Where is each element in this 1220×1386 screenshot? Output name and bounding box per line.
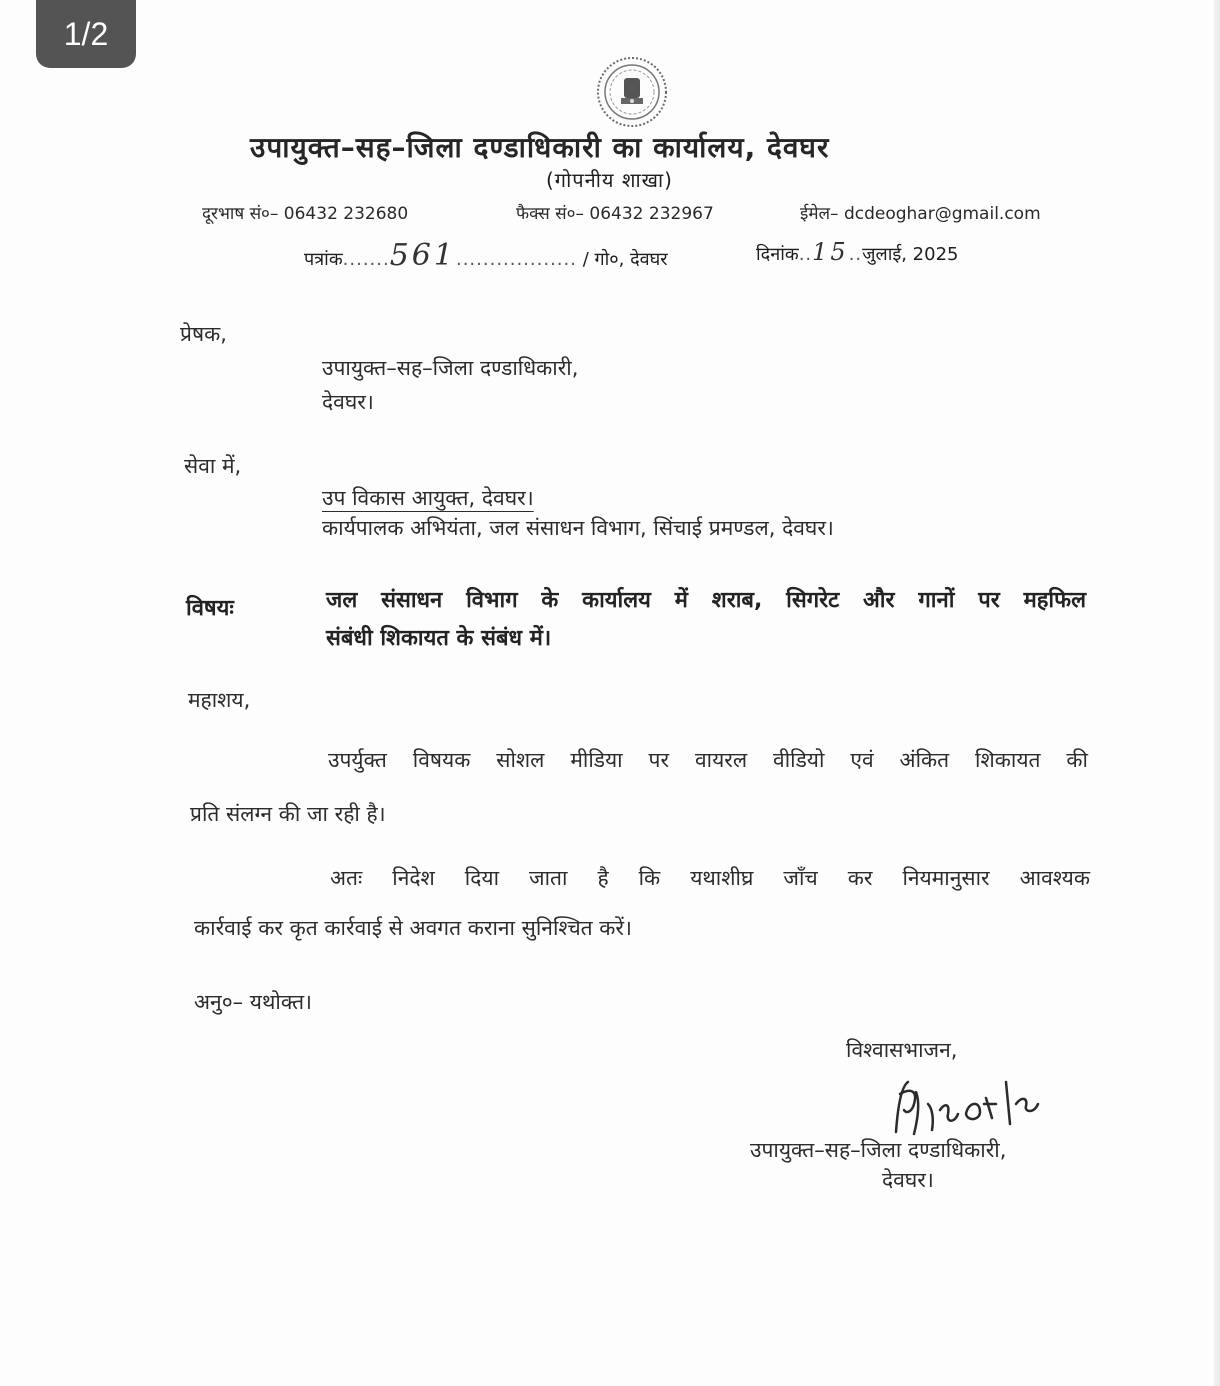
signatory-designation: उपायुक्त–सह–जिला दण्डाधिकारी, (750, 1138, 1007, 1162)
branch-name: (गोपनीय शाखा) (546, 168, 673, 192)
salutation: महाशय, (188, 688, 251, 712)
sender-designation: उपायुक्त–सह–जिला दण्डाधिकारी, (322, 356, 579, 380)
date-day: 15 (812, 238, 849, 266)
letter-number-row: पत्रांक.......561.................. / गो०, देवघर (304, 238, 668, 273)
letter-number: 561 (389, 238, 456, 273)
enclosure-note: अनु०– यथोक्त। (194, 990, 313, 1014)
date-month-year: जुलाई, 2025 (862, 244, 959, 265)
recipient-2: कार्यपालक अभियंता, जल संसाधन विभाग, सिंचाई प्रमण्डल, देवघर। (322, 516, 834, 540)
paragraph-2-line-1: अतः निदेश दिया जाता है कि यथाशीघ्र जाँच कर नियमानुसार आवश्यक (330, 866, 1090, 890)
letter-number-label: पत्रांक (304, 249, 343, 270)
signature-icon (888, 1074, 1058, 1144)
recipient-1: उप विकास आयुक्त, देवघर। (322, 486, 534, 510)
subject-label: विषयः (186, 596, 234, 621)
date-label: दिनांक (756, 244, 799, 265)
phone-number: दूरभाष सं०– 06432 232680 (202, 204, 409, 224)
office-title: उपायुक्त–सह–जिला दण्डाधिकारी का कार्यालय, देवघर (250, 131, 830, 164)
letter-date-row: दिनांक..15..जुलाई, 2025 (756, 238, 959, 266)
subject-line-2: संबंधी शिकायत के संबंध में। (326, 626, 552, 651)
email-address: ईमेल– dcdeoghar@gmail.com (800, 204, 1041, 224)
signatory-place: देवघर। (882, 1168, 934, 1192)
page-counter-badge[interactable]: 1/2 (36, 0, 136, 68)
subject-line-1: जल संसाधन विभाग के कार्यालय में शराब, सिगरेट और गानों पर महफिल (326, 588, 1086, 613)
state-emblem-icon (596, 56, 668, 128)
valediction: विश्वासभाजन, (846, 1038, 958, 1062)
sender-place: देवघर। (322, 390, 374, 414)
paragraph-1-line-1: उपर्युक्त विषयक सोशल मीडिया पर वायरल वीडियो एवं अंकित शिकायत की (328, 748, 1088, 772)
paragraph-2-line-2: कार्रवाई कर कृत कार्रवाई से अवगत कराना सुनिश्चित करें। (194, 916, 632, 940)
fax-number: फैक्स सं०– 06432 232967 (516, 204, 714, 224)
page-edge-shadow (1214, 0, 1220, 1386)
paragraph-1-line-2: प्रति संलग्न की जा रही है। (190, 802, 386, 826)
recipient-label: सेवा में, (184, 454, 242, 478)
sender-label: प्रेषक, (180, 322, 227, 346)
letter-number-suffix: / गो०, देवघर (582, 249, 668, 270)
